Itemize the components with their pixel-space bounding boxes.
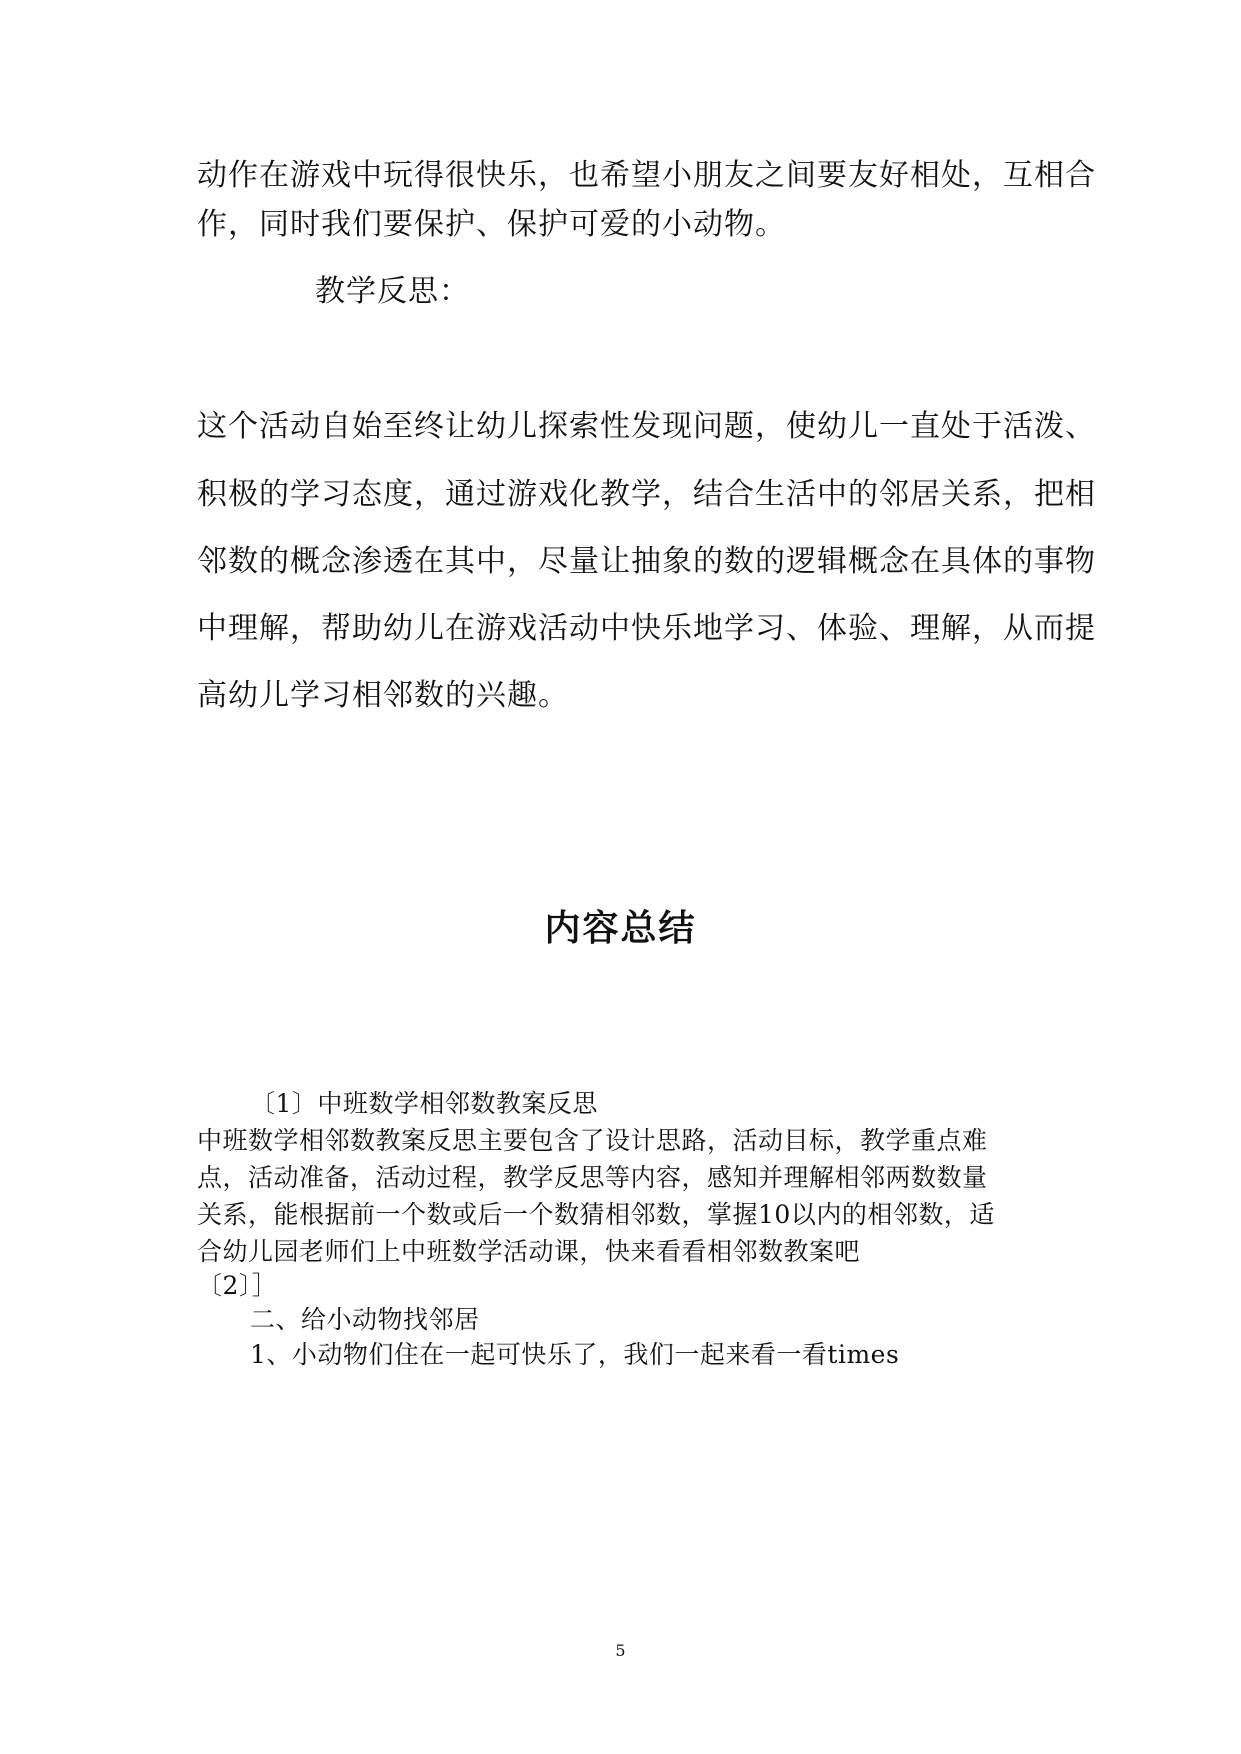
summary-line: 〔1〕中班数学相邻数教案反思 bbox=[250, 1089, 598, 1118]
body-text-line: 动作在游戏中玩得很快乐，也希望小朋友之间要友好相处，互相合 bbox=[197, 158, 1096, 193]
summary-line: 中班数学相邻数教案反思主要包含了设计思路，活动目标，教学重点难 bbox=[197, 1126, 988, 1155]
section-heading-reflection: 教学反思： bbox=[315, 274, 470, 309]
summary-line: 点，活动准备，活动过程，教学反思等内容，感知并理解相邻两数数量 bbox=[197, 1163, 988, 1192]
summary-line: 〔2〕］ bbox=[197, 1271, 278, 1300]
body-text-line: 高幼儿学习相邻数的兴趣。 bbox=[197, 678, 569, 713]
summary-line: 二、给小动物找邻居 bbox=[250, 1305, 480, 1334]
body-text-line: 积极的学习态度，通过游戏化教学，结合生活中的邻居关系，把相 bbox=[197, 477, 1096, 512]
body-text-line: 作，同时我们要保护、保护可爱的小动物。 bbox=[197, 207, 786, 242]
summary-line: 关系，能根据前一个数或后一个数猜相邻数，掌握10以内的相邻数，适 bbox=[197, 1200, 995, 1229]
summary-line: 1、小动物们住在一起可快乐了，我们一起来看一看times bbox=[250, 1340, 900, 1369]
page-number: 5 bbox=[615, 1641, 626, 1660]
summary-line: 合幼儿园老师们上中班数学活动课，快来看看相邻数教案吧 bbox=[197, 1237, 861, 1266]
body-text-line: 邻数的概念渗透在其中，尽量让抽象的数的逻辑概念在具体的事物 bbox=[197, 544, 1096, 579]
summary-title: 内容总结 bbox=[544, 908, 697, 949]
body-text-line: 这个活动自始至终让幼儿探索性发现问题，使幼儿一直处于活泼、 bbox=[197, 409, 1096, 444]
body-text-line: 中理解，帮助幼儿在游戏活动中快乐地学习、体验、理解，从而提 bbox=[197, 611, 1096, 646]
